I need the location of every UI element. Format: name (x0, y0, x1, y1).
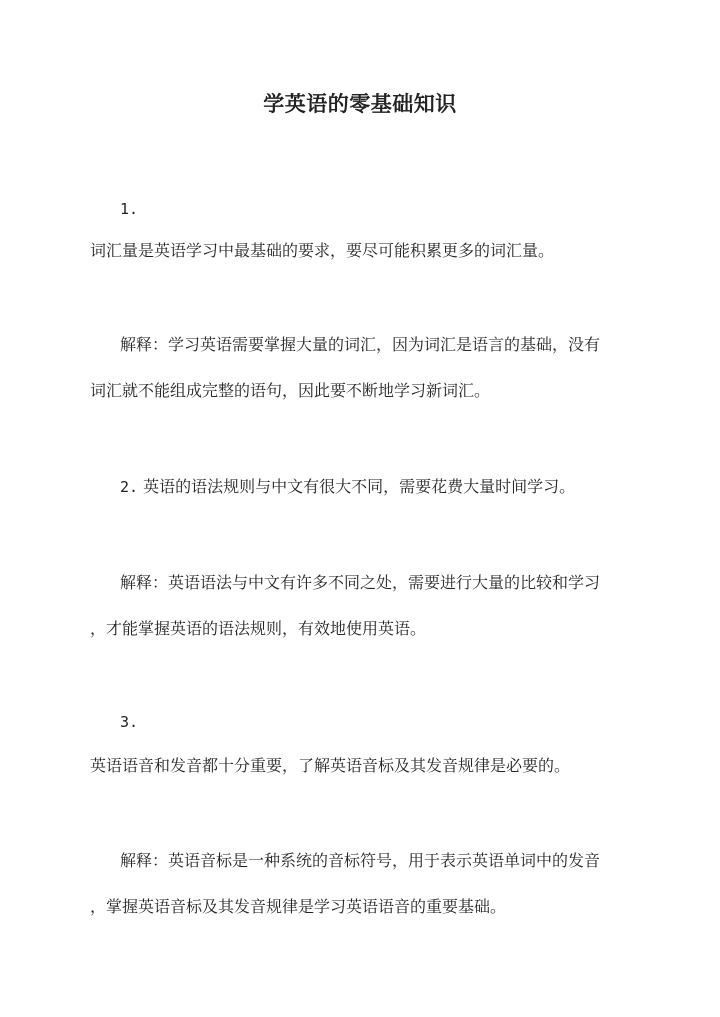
section-1-explanation-line-2: 词汇就不能组成完整的语句，因此要不断地学习新词汇。 (90, 381, 491, 400)
section-3-explanation-line-1: 解释：英语音标是一种系统的音标符号，用于表示英语单词中的发音 (120, 851, 601, 870)
section-2-number: 2. (120, 478, 139, 496)
section-2-point: 英语的语法规则与中文有很大不同，需要花费大量时间学习。 (143, 477, 576, 496)
page-title: 学英语的零基础知识 (263, 91, 457, 116)
section-2-explanation-line-1: 解释：英语语法与中文有许多不同之处，需要进行大量的比较和学习 (120, 573, 601, 592)
section-3-point: 英语语音和发音都十分重要，了解英语音标及其发音规律是必要的。 (90, 756, 571, 775)
section-2-explanation-line-2: ，才能掌握英语的语法规则，有效地使用英语。 (90, 619, 427, 638)
section-3-explanation-line-2: ，掌握英语音标及其发音规律是学习英语语音的重要基础。 (90, 897, 507, 916)
section-2-heading (120, 476, 575, 498)
section-1-number: 1. (120, 200, 139, 218)
section-3-number: 3. (120, 713, 139, 731)
section-1-explanation-line-1: 解释：学习英语需要掌握大量的词汇，因为词汇是语言的基础，没有 (120, 335, 601, 354)
section-1-point: 词汇量是英语学习中最基础的要求，要尽可能积累更多的词汇量。 (90, 241, 555, 260)
